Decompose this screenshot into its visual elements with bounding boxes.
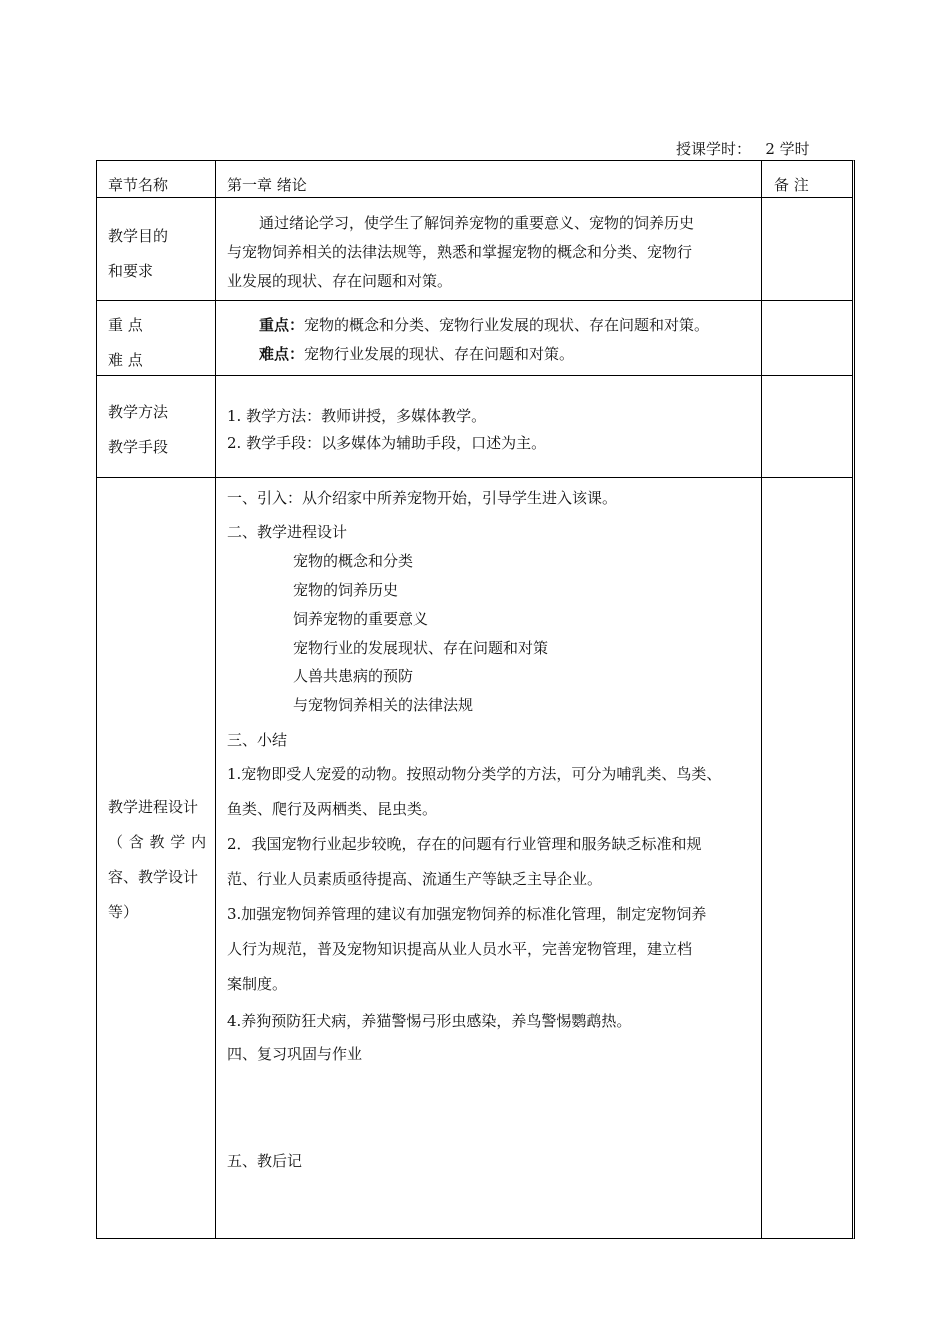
design-item: 宠物行业的发展现状、存在问题和对策 <box>293 639 549 657</box>
key-point-content: 宠物的概念和分类、宠物行业发展的现状、存在问题和对策。 <box>304 316 710 334</box>
class-hours-label: 授课学时： <box>676 140 752 158</box>
design-item: 宠物的饲养历史 <box>293 581 399 599</box>
design-item: 与宠物饲养相关的法律法规 <box>293 696 474 714</box>
row-divider <box>97 477 852 478</box>
chapter-name-label: 章节名称 <box>108 176 169 194</box>
summary-line: 3.加强宠物饲养管理的建议有加强宠物饲养的标准化管理，制定宠物饲养 <box>227 905 707 923</box>
afterword-heading: 五、教后记 <box>227 1152 303 1170</box>
goals-text-line1: 通过绪论学习，使学生了解饲养宠物的重要意义、宠物的饲养历史 <box>259 214 695 232</box>
design-item: 宠物的概念和分类 <box>293 552 414 570</box>
design-item: 饲养宠物的重要意义 <box>293 610 429 628</box>
process-label-line4: 等） <box>108 903 139 921</box>
intro-text: 一、引入：从介绍家中所养宠物开始，引导学生进入该课。 <box>227 489 618 507</box>
summary-heading: 三、小结 <box>227 731 288 749</box>
summary-line: 鱼类、爬行及两栖类、昆虫类。 <box>227 800 438 818</box>
class-hours-value: 2 学时 <box>765 140 810 158</box>
remarks-header: 备 注 <box>774 176 809 194</box>
goals-label-line2: 和要求 <box>108 262 154 280</box>
method-line1: 1. 教学方法：教师讲授，多媒体教学。 <box>227 407 487 425</box>
method-line2: 2. 教学手段：以多媒体为辅助手段，口述为主。 <box>227 434 547 452</box>
process-label-line2: （ 含 教 学 内 <box>108 833 207 851</box>
review-heading: 四、复习巩固与作业 <box>227 1045 363 1063</box>
process-label-line3: 容、教学设计 <box>108 868 199 886</box>
method-label: 教学方法 <box>108 403 169 421</box>
means-label: 教学手段 <box>108 438 169 456</box>
column-divider <box>215 161 216 1238</box>
goals-text-line2: 与宠物饲养相关的法律法规等，熟悉和掌握宠物的概念和分类、宠物行 <box>227 243 693 261</box>
row-divider <box>97 375 852 376</box>
class-hours <box>676 138 810 159</box>
summary-line: 人行为规范，普及宠物知识提高从业人员水平，完善宠物管理，建立档 <box>227 940 693 958</box>
summary-line: 4.养狗预防狂犬病，养猫警惕弓形虫感染，养鸟警惕鹦鹉热。 <box>227 1012 632 1030</box>
chapter-name-value: 第一章 绪论 <box>227 176 307 194</box>
lesson-plan-table <box>96 160 855 1239</box>
summary-line: 范、行业人员素质亟待提高、流通生产等缺乏主导企业。 <box>227 870 603 888</box>
goals-text-line3: 业发展的现状、存在问题和对策。 <box>227 272 453 290</box>
summary-line: 2．我国宠物行业起步较晚，存在的问题有行业管理和服务缺乏标准和规 <box>227 835 702 853</box>
summary-line: 1.宠物即受人宠爱的动物。按照动物分类学的方法，可分为哺乳类、鸟类、 <box>227 765 722 783</box>
goals-label-line1: 教学目的 <box>108 227 169 245</box>
difficult-point-tag: 难点： <box>259 345 305 363</box>
difficult-point-label: 难 点 <box>108 351 143 369</box>
design-item: 人兽共患病的预防 <box>293 667 414 685</box>
key-point-label: 重 点 <box>108 316 143 334</box>
key-point-tag: 重点： <box>259 316 305 334</box>
process-label-line1: 教学进程设计 <box>108 798 199 816</box>
column-divider <box>761 161 762 1238</box>
difficult-point-text <box>259 347 574 362</box>
design-heading: 二、教学进程设计 <box>227 523 348 541</box>
key-point-text <box>259 318 709 333</box>
difficult-point-content: 宠物行业发展的现状、存在问题和对策。 <box>304 345 575 363</box>
row-divider <box>97 197 852 198</box>
summary-line: 案制度。 <box>227 975 288 993</box>
row-divider <box>97 300 852 301</box>
